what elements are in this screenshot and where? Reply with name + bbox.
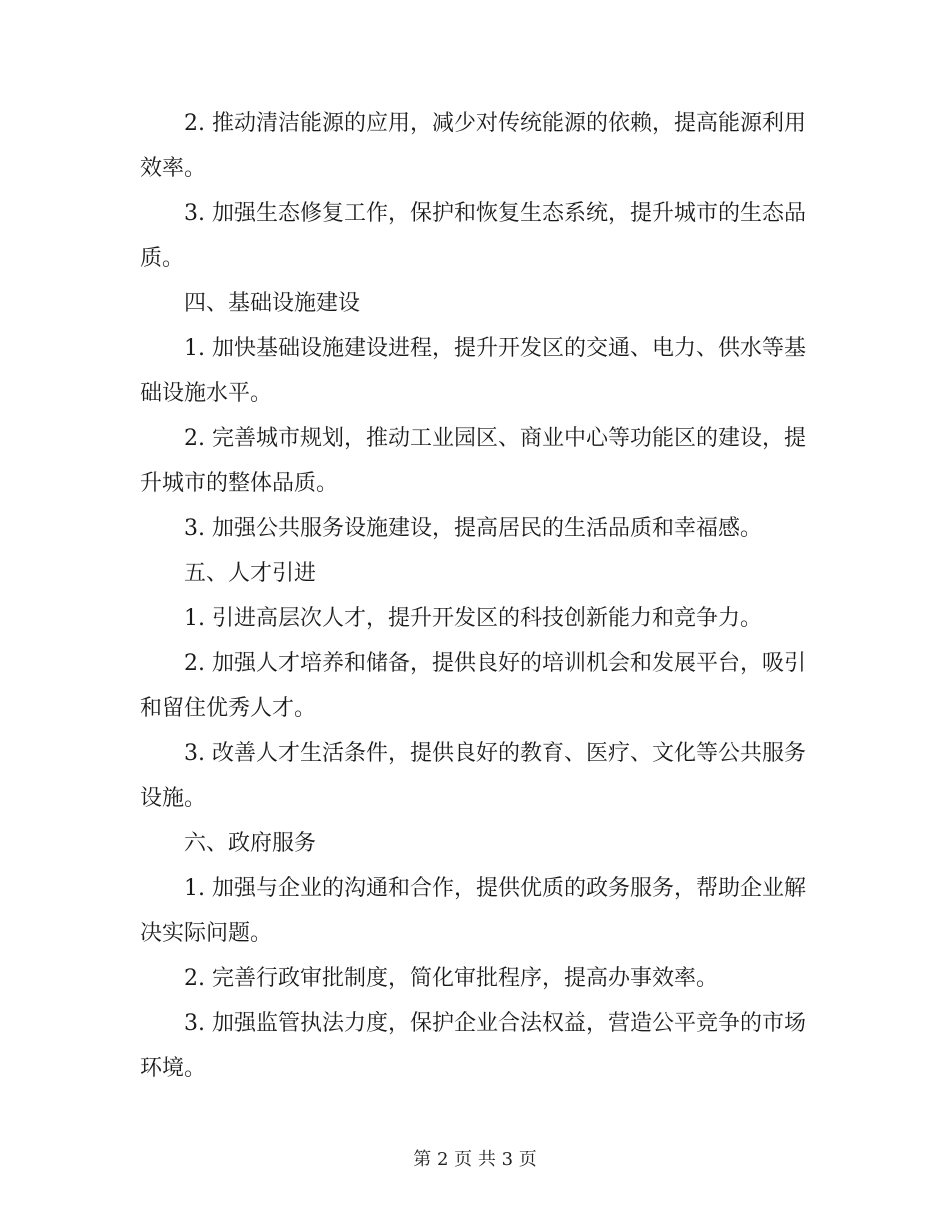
section-heading: 六、政府服务 bbox=[184, 831, 317, 856]
list-item: 1. 加快基础设施建设进程，提升开发区的交通、电力、供水等基础设施水平。 bbox=[140, 336, 806, 406]
document-body bbox=[140, 101, 812, 1091]
list-item: 2. 推动清洁能源的应用，减少对传统能源的依赖，提高能源利用效率。 bbox=[140, 111, 806, 181]
list-item: 1. 引进高层次人才，提升开发区的科技创新能力和竞争力。 bbox=[184, 606, 762, 631]
list-item: 2. 完善城市规划，推动工业园区、商业中心等功能区的建设，提升城市的整体品质。 bbox=[140, 426, 806, 496]
list-item: 3. 加强公共服务设施建设，提高居民的生活品质和幸福感。 bbox=[184, 516, 762, 541]
list-item: 3. 加强生态修复工作，保护和恢复生态系统，提升城市的生态品质。 bbox=[140, 201, 806, 271]
list-item: 3. 改善人才生活条件，提供良好的教育、医疗、文化等公共服务设施。 bbox=[140, 741, 806, 811]
section-heading: 五、人才引进 bbox=[184, 561, 317, 586]
list-item: 1. 加强与企业的沟通和合作，提供优质的政务服务，帮助企业解决实际问题。 bbox=[140, 876, 806, 946]
list-item: 2. 完善行政审批制度，简化审批程序，提高办事效率。 bbox=[184, 966, 718, 991]
list-item: 2. 加强人才培养和储备，提供良好的培训机会和发展平台，吸引和留住优秀人才。 bbox=[140, 651, 806, 721]
page-number-footer: 第 2 页 共 3 页 bbox=[413, 1149, 537, 1170]
section-heading: 四、基础设施建设 bbox=[184, 291, 361, 316]
list-item: 3. 加强监管执法力度，保护企业合法权益，营造公平竞争的市场环境。 bbox=[140, 1011, 806, 1081]
